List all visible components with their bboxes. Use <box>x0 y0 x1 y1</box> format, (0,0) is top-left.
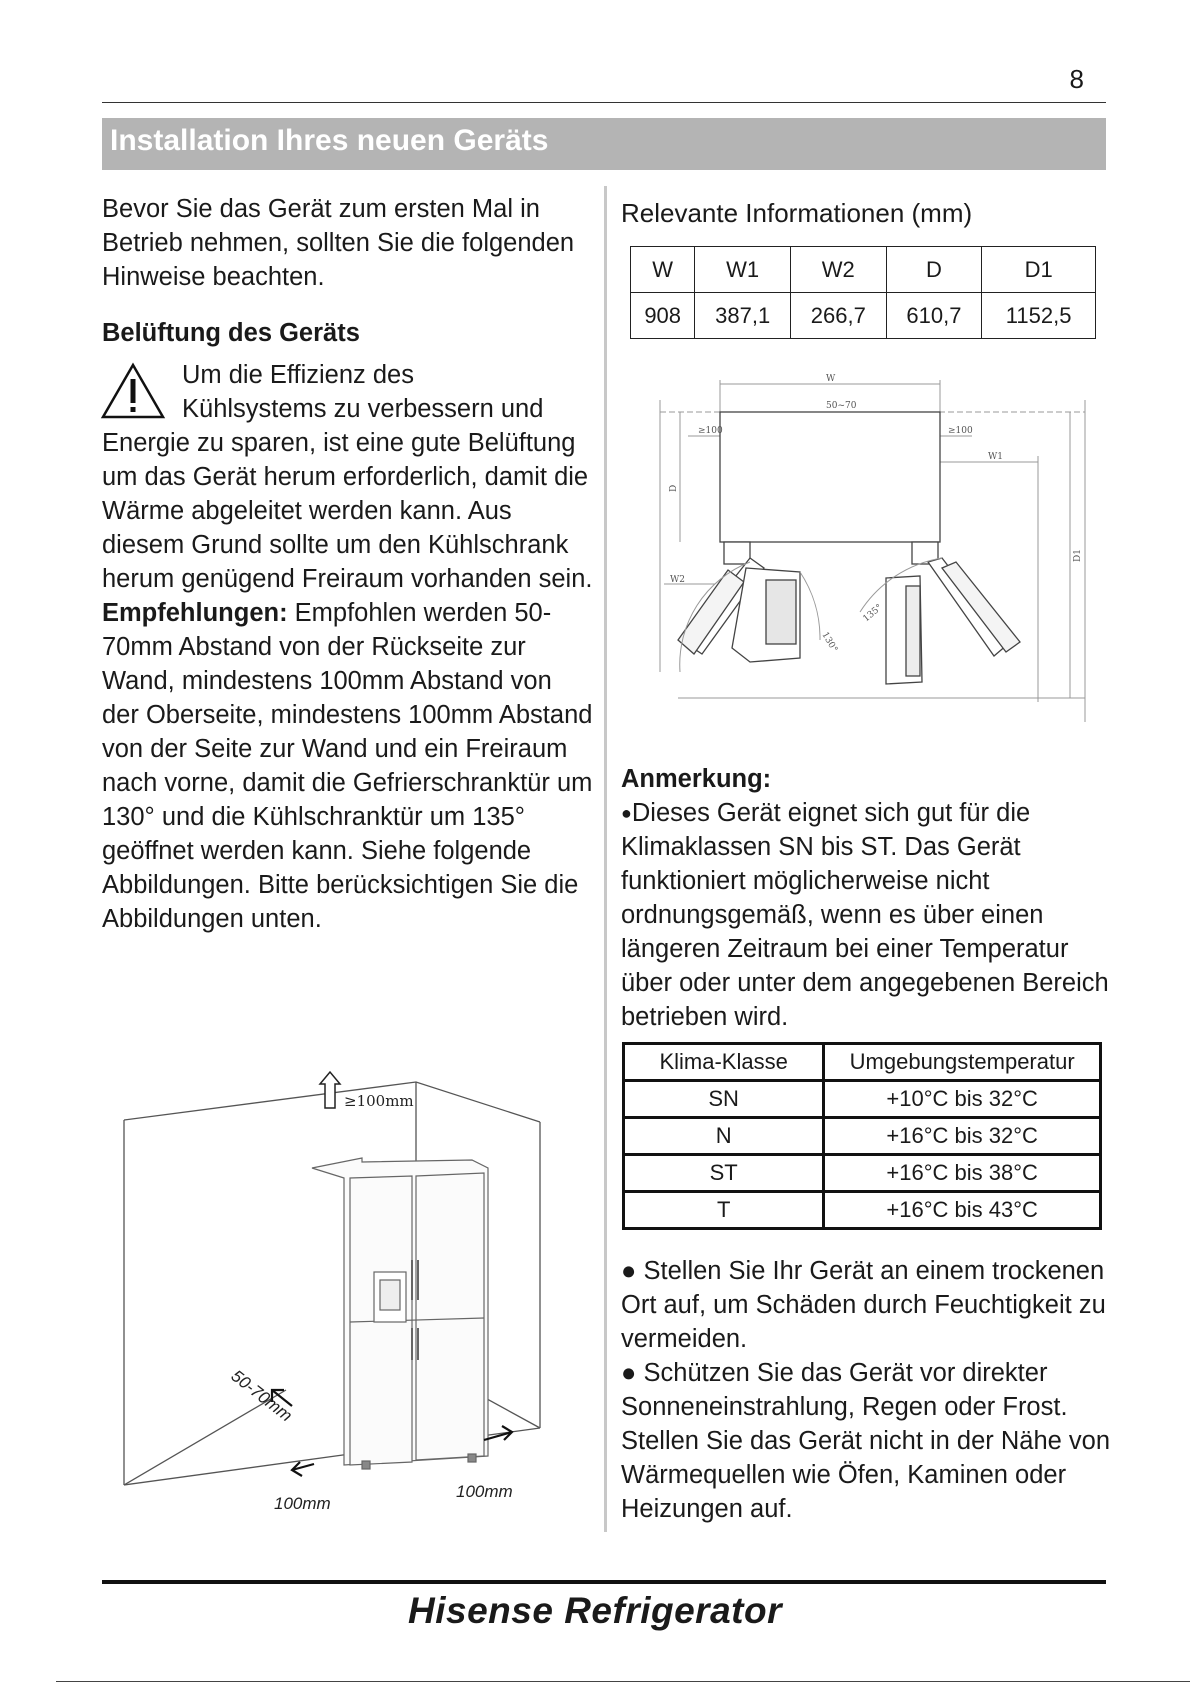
top-view-back-gap-label: 50~70 <box>826 401 857 411</box>
climate-table <box>622 1042 1102 1230</box>
dimensions-table <box>630 246 1096 339</box>
note-text <box>621 796 1111 1034</box>
top-view-side-gap-right: ≥100 <box>948 426 973 436</box>
climate-class: N <box>624 1118 824 1155</box>
bullet-text: Stellen Sie Ihr Gerät an einem trockenen Ort auf, um Schäden durch Feuchtigkeit zu vermeiden. <box>621 1257 1106 1353</box>
dim-header-w1: W1 <box>695 247 791 293</box>
top-view-d-label: D <box>669 484 679 492</box>
top-rule <box>102 102 1106 103</box>
top-view-diagram <box>640 372 1100 722</box>
top-view-angle-freezer: 130° <box>819 630 839 655</box>
bullet-sun-protection <box>621 1356 1111 1526</box>
note-heading: Anmerkung: <box>621 765 772 793</box>
ventilation-line-2: Kühlsystems zu verbessern und <box>182 395 544 423</box>
footer-rule <box>56 1681 1190 1682</box>
dim-value-w1: 387,1 <box>695 293 791 339</box>
ventilation-heading: Belüftung des Geräts <box>102 319 360 347</box>
right-clearance-label: 100mm <box>456 1482 513 1501</box>
table-row <box>631 247 1096 293</box>
brand-footer: Hisense Refrigerator <box>408 1590 782 1631</box>
dim-header-w2: W2 <box>790 247 886 293</box>
climate-temp: +16°C bis 38°C <box>824 1155 1101 1192</box>
table-row <box>631 293 1096 339</box>
top-view-w2-label: W2 <box>670 575 685 585</box>
left-clearance-label: 100mm <box>274 1494 331 1513</box>
table-row <box>624 1155 1101 1192</box>
top-clearance-label: ≥100mm <box>344 1092 414 1110</box>
table-row <box>624 1081 1101 1118</box>
climate-temp: +16°C bis 43°C <box>824 1192 1101 1229</box>
top-view-d1-label: D1 <box>1073 549 1083 562</box>
table-row <box>624 1044 1101 1081</box>
recommendations-text: Empfohlen werden 50-70mm Abstand von der Rückseite zur Wand, mindestens 100mm Abstand von der Oberseite, mindestens 100mm Abstand von der Seite zur Wand und ein Freiraum nach vorne, damit die Gefrierschranktür um 130° und die Kühlschranktür um 135° geöffnet werden kann. Siehe folgende Abbildungen. Bitte berücksichtigen Sie die Abbildungen unten. <box>102 599 593 933</box>
climate-temp: +10°C bis 32°C <box>824 1081 1101 1118</box>
recommendations <box>102 596 594 936</box>
bullet-text: Schützen Sie das Gerät vor direkter Sonneneinstrahlung, Regen oder Frost. Stellen Sie das Gerät nicht in der Nähe von Wärmequellen wie Öfen, Kaminen oder Heizungen auf. <box>621 1359 1111 1523</box>
climate-header-class: Klima-Klasse <box>624 1044 824 1081</box>
climate-class: ST <box>624 1155 824 1192</box>
climate-class: SN <box>624 1081 824 1118</box>
intro-text: Bevor Sie das Gerät zum ersten Mal in Betrieb nehmen, sollten Sie die folgenden Hinweise beachten. <box>102 195 575 291</box>
column-divider <box>604 186 607 1532</box>
dim-header-d: D <box>886 247 982 293</box>
bullet-dot: ● <box>621 803 632 823</box>
top-view-angle-fridge: 135° <box>861 602 885 625</box>
top-view-side-gap-left: ≥100 <box>698 426 723 436</box>
ventilation-line-1: Um die Effizienz des <box>182 361 414 389</box>
page-number: 8 <box>1069 64 1084 94</box>
note-body: Dieses Gerät eignet sich gut für die Klimaklassen SN bis ST. Das Gerät funktioniert möglicherweise nicht ordnungsgemäß, wenn es über einen längeren Zeitraum bei einer Temperatur über oder unter dem angegebenen Bereich betrieben wird. <box>621 799 1109 1031</box>
climate-header-temp: Umgebungstemperatur <box>824 1044 1101 1081</box>
dim-value-d1: 1152,5 <box>982 293 1096 339</box>
recommendations-label: Empfehlungen: <box>102 599 288 627</box>
climate-class: T <box>624 1192 824 1229</box>
climate-temp: +16°C bis 32°C <box>824 1118 1101 1155</box>
table-row <box>624 1192 1101 1229</box>
top-view-w-label: W <box>826 374 836 384</box>
dim-value-w: 908 <box>631 293 695 339</box>
back-clearance-label: 50-70mm <box>227 1366 296 1426</box>
dim-value-d: 610,7 <box>886 293 982 339</box>
ventilation-text <box>102 358 594 936</box>
relevant-info-title: Relevante Informationen (mm) <box>621 198 973 228</box>
dim-header-w: W <box>631 247 695 293</box>
table-row <box>624 1118 1101 1155</box>
bottom-rule <box>102 1580 1106 1584</box>
bullet-dot: ● <box>621 1257 644 1285</box>
placement-bullets <box>621 1254 1111 1526</box>
ventilation-rest: Energie zu sparen, ist eine gute Belüftung um das Gerät herum erforderlich, damit die Wärme abgeleitet werden kann. Aus diesem Grund sollte um den Kühlschrank herum genügend Freiraum vorhanden sein. <box>102 429 593 593</box>
bullet-dot: ● <box>621 1359 644 1387</box>
dim-header-d1: D1 <box>982 247 1096 293</box>
dim-value-w2: 266,7 <box>790 293 886 339</box>
bullet-dry-location <box>621 1254 1111 1356</box>
clearance-figure <box>116 1060 586 1530</box>
section-title: Installation Ihres neuen Geräts <box>110 124 549 157</box>
top-view-w1-label: W1 <box>988 452 1003 462</box>
